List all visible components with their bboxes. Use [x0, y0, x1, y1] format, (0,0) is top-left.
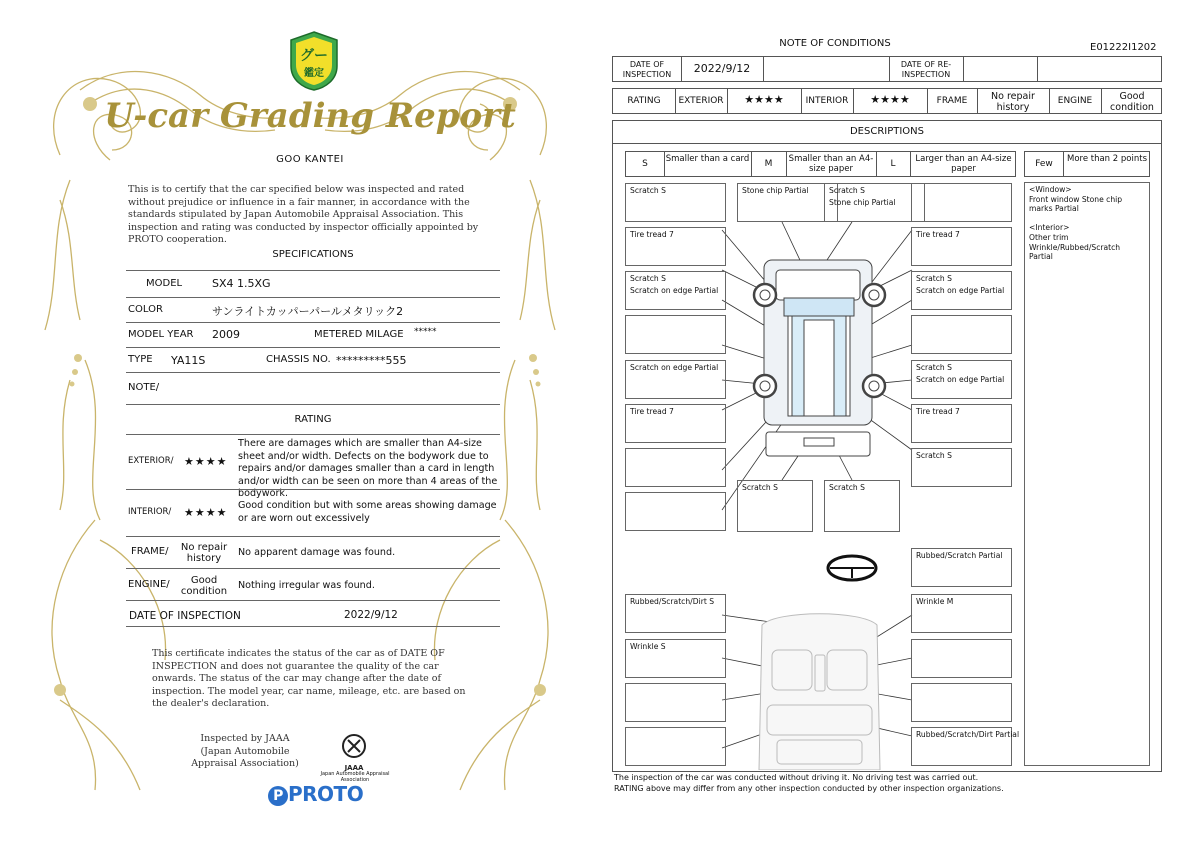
note-line: Scratch S [829, 186, 865, 195]
rating-heading: RATING [294, 414, 332, 425]
rating-label: RATING [627, 96, 661, 106]
divider [126, 347, 500, 348]
chassis-label: CHASSIS NO. [266, 354, 331, 365]
svg-text:グー: グー [300, 48, 328, 64]
interior-note-box [911, 683, 1012, 722]
legend-m-desc: Smaller than an A4-size paper [788, 154, 874, 174]
engine-label: ENGINE [1057, 96, 1093, 106]
interior-stars: ★★★★ [184, 506, 228, 519]
mileage-value: ***** [414, 327, 437, 337]
exterior-label: EXTERIOR/ [128, 456, 174, 466]
svg-text:鑑定: 鑑定 [304, 68, 324, 79]
divider [612, 143, 1162, 144]
legend-s-desc: Smaller than a card [665, 154, 750, 164]
note-line: Scratch S [916, 363, 952, 372]
note-line: Rubbed/Scratch/Dirt Partial [916, 730, 1020, 739]
date-of-inspection-value: 2022/9/12 [693, 62, 751, 75]
interior-note-box [625, 594, 726, 633]
exterior-note-box [737, 183, 838, 222]
exterior-note-box [625, 360, 726, 399]
note-line: Rubbed/Scratch/Dirt S [630, 597, 715, 606]
model-label: MODEL [146, 278, 183, 289]
legend-few: Few [1035, 159, 1053, 169]
report-title: U-car Grading Report [104, 96, 516, 136]
interior-stars: ★★★★ [870, 93, 910, 106]
color-value: サンライトカッパーパールメタリック2 [212, 305, 404, 318]
certification-statement: This is to certify that the car specified below was inspected and rated without prejudice or influence in a fair manner, in accordance with the standards stipulated by Japan Automobile Appraisal Association. This inspection and rating was conducted by inspector officially appointed by PROTO cooperation. [128, 184, 479, 246]
engine-value: Good condition [1110, 91, 1154, 113]
interior-note-box [625, 683, 726, 722]
legend-l: L [890, 159, 896, 169]
legend-l-desc: Larger than an A4-size paper [915, 154, 1012, 174]
note-line: Scratch S [916, 451, 952, 460]
disclaimer-text: This certificate indicates the status of the car as of DATE OF INSPECTION and does not guarantee the quality of the car onwards. The status of the car may change after the date of inspection. The model year, car name, mileage, etc. are based on the dealer's declaration. [152, 648, 466, 710]
color-label: COLOR [128, 304, 163, 315]
type-value: YA11S [171, 354, 206, 367]
exterior-note-box [625, 404, 726, 443]
exterior-note-box [911, 271, 1012, 310]
frame-label: FRAME [936, 96, 968, 106]
side-notes-text: <Window> Front window Stone chip marks Partial <Interior> Other trim Wrinkle/Rubbed/Scratch Partial [1029, 185, 1123, 262]
legend-m: M [764, 159, 773, 169]
model-value: SX4 1.5XG [212, 277, 271, 290]
engine-description: Nothing irregular was found. [238, 580, 375, 591]
divider [126, 626, 500, 627]
note-line: Scratch S [916, 274, 952, 283]
frame-value: No repair history [180, 542, 228, 564]
note-line: Scratch S [829, 483, 865, 492]
exterior-description: There are damages which are smaller than A4-size sheet and/or width. Defects on the bodywork due to repairs and/or damages smaller than a card in length and/or width can be seen on more than 4 areas of the bodywork. [238, 438, 498, 499]
note-line: Tire tread 7 [916, 407, 960, 416]
exterior-note-box [625, 492, 726, 531]
exterior-note-box [625, 448, 726, 487]
exterior-stars: ★★★★ [184, 455, 228, 468]
jaaa-caption: Japan Automobile Appraisal Association [320, 771, 390, 783]
exterior-note-box [911, 404, 1012, 443]
divider [126, 404, 500, 405]
exterior-note-box [911, 360, 1012, 399]
proto-logo-icon: P [268, 786, 288, 806]
note-line: Tire tread 7 [630, 230, 674, 239]
report-subtitle: GOO KANTEI [276, 154, 344, 165]
note-line: Wrinkle M [916, 597, 954, 606]
exterior-note-box [737, 480, 813, 532]
model-year-value: 2009 [212, 328, 240, 341]
goo-kantei-logo [287, 30, 341, 92]
interior-label: INTERIOR/ [128, 507, 172, 517]
size-legend [625, 151, 1016, 177]
date-label: DATE OF INSPECTION [129, 610, 241, 622]
exterior-stars: ★★★★ [744, 93, 784, 106]
engine-value: Good condition [180, 575, 228, 597]
exterior-note-box [824, 480, 900, 532]
inspected-by-text: Inspected by JAAA (Japan Automobile Appraisal Association) [191, 733, 299, 770]
proto-logo-text: PROTO [288, 782, 364, 806]
rating-row [612, 88, 1162, 114]
date-of-reinspection-label: DATE OF RE-INSPECTION [900, 60, 952, 79]
interior-label: INTERIOR [805, 96, 849, 106]
descriptions-heading: DESCRIPTIONS [849, 126, 925, 137]
model-year-label: MODEL YEAR [128, 329, 194, 340]
exterior-note-box [625, 183, 726, 222]
note-line: Rubbed/Scratch Partial [916, 551, 1003, 560]
divider [126, 434, 500, 435]
note-line: Wrinkle S [630, 642, 666, 651]
note-line: Scratch on edge Partial [916, 375, 1005, 384]
note-line: Scratch S [630, 186, 666, 195]
interior-note-box [911, 727, 1020, 766]
interior-note-box [625, 727, 726, 766]
type-label: TYPE [128, 354, 153, 365]
note-line: Stone chip Partial [829, 198, 896, 207]
note-line: Scratch S [630, 274, 666, 283]
exterior-note-box [824, 183, 925, 222]
legend-s: S [642, 159, 648, 169]
exterior-note-box [625, 227, 726, 266]
footer-note-2: RATING above may differ from any other inspection conducted by other inspection organizations. [614, 784, 1004, 793]
divider [126, 600, 500, 601]
note-line: Scratch on edge Partial [630, 286, 719, 295]
exterior-note-box [625, 315, 726, 354]
frame-description: No apparent damage was found. [238, 547, 396, 558]
divider [126, 297, 500, 298]
engine-label: ENGINE/ [128, 579, 170, 590]
note-line: Scratch on edge Partial [916, 286, 1005, 295]
mileage-label: METERED MILAGE [314, 329, 404, 340]
interior-description: Good condition but with some areas showing damage or are worn out excessively [238, 500, 497, 524]
divider [126, 372, 500, 373]
interior-note-box [911, 548, 1012, 587]
steering-wheel-icon [828, 556, 876, 580]
side-notes-box [1024, 182, 1150, 766]
interior-note-box [911, 594, 1012, 633]
exterior-note-box [911, 227, 1012, 266]
few-legend [1024, 151, 1150, 177]
exterior-note-box [911, 315, 1012, 354]
divider [126, 568, 500, 569]
inspection-date-row [612, 56, 1162, 82]
exterior-note-box [625, 271, 726, 310]
jaaa-logo-text: JAAA [344, 764, 364, 772]
frame-label: FRAME/ [131, 546, 169, 557]
note-line: Scratch S [742, 483, 778, 492]
divider [126, 270, 500, 271]
chassis-value: *********555 [336, 354, 407, 367]
exterior-note-box [911, 183, 1012, 222]
note-line: Tire tread 7 [630, 407, 674, 416]
divider [126, 322, 500, 323]
note-label: NOTE/ [128, 382, 160, 393]
exterior-label: EXTERIOR [678, 96, 724, 106]
note-line: Tire tread 7 [916, 230, 960, 239]
exterior-note-box [911, 448, 1012, 487]
divider [126, 489, 500, 490]
proto-logo [268, 782, 363, 806]
legend-few-desc: More than 2 points [1066, 154, 1147, 164]
frame-value: No repair history [991, 91, 1035, 113]
specifications-heading: SPECIFICATIONS [272, 249, 354, 260]
date-value: 2022/9/12 [344, 609, 398, 621]
interior-note-box [625, 639, 726, 678]
note-line: Scratch on edge Partial [630, 363, 719, 372]
note-line: Stone chip Partial [742, 186, 809, 195]
document-id: E01222I1202 [1090, 42, 1157, 53]
interior-note-box [911, 639, 1012, 678]
divider [126, 536, 500, 537]
footer-note-1: The inspection of the car was conducted without driving it. No driving test was carried out. [614, 773, 979, 782]
date-of-inspection-label: DATE OF INSPECTION [622, 60, 672, 79]
sheet-title: NOTE OF CONDITIONS [779, 38, 891, 49]
